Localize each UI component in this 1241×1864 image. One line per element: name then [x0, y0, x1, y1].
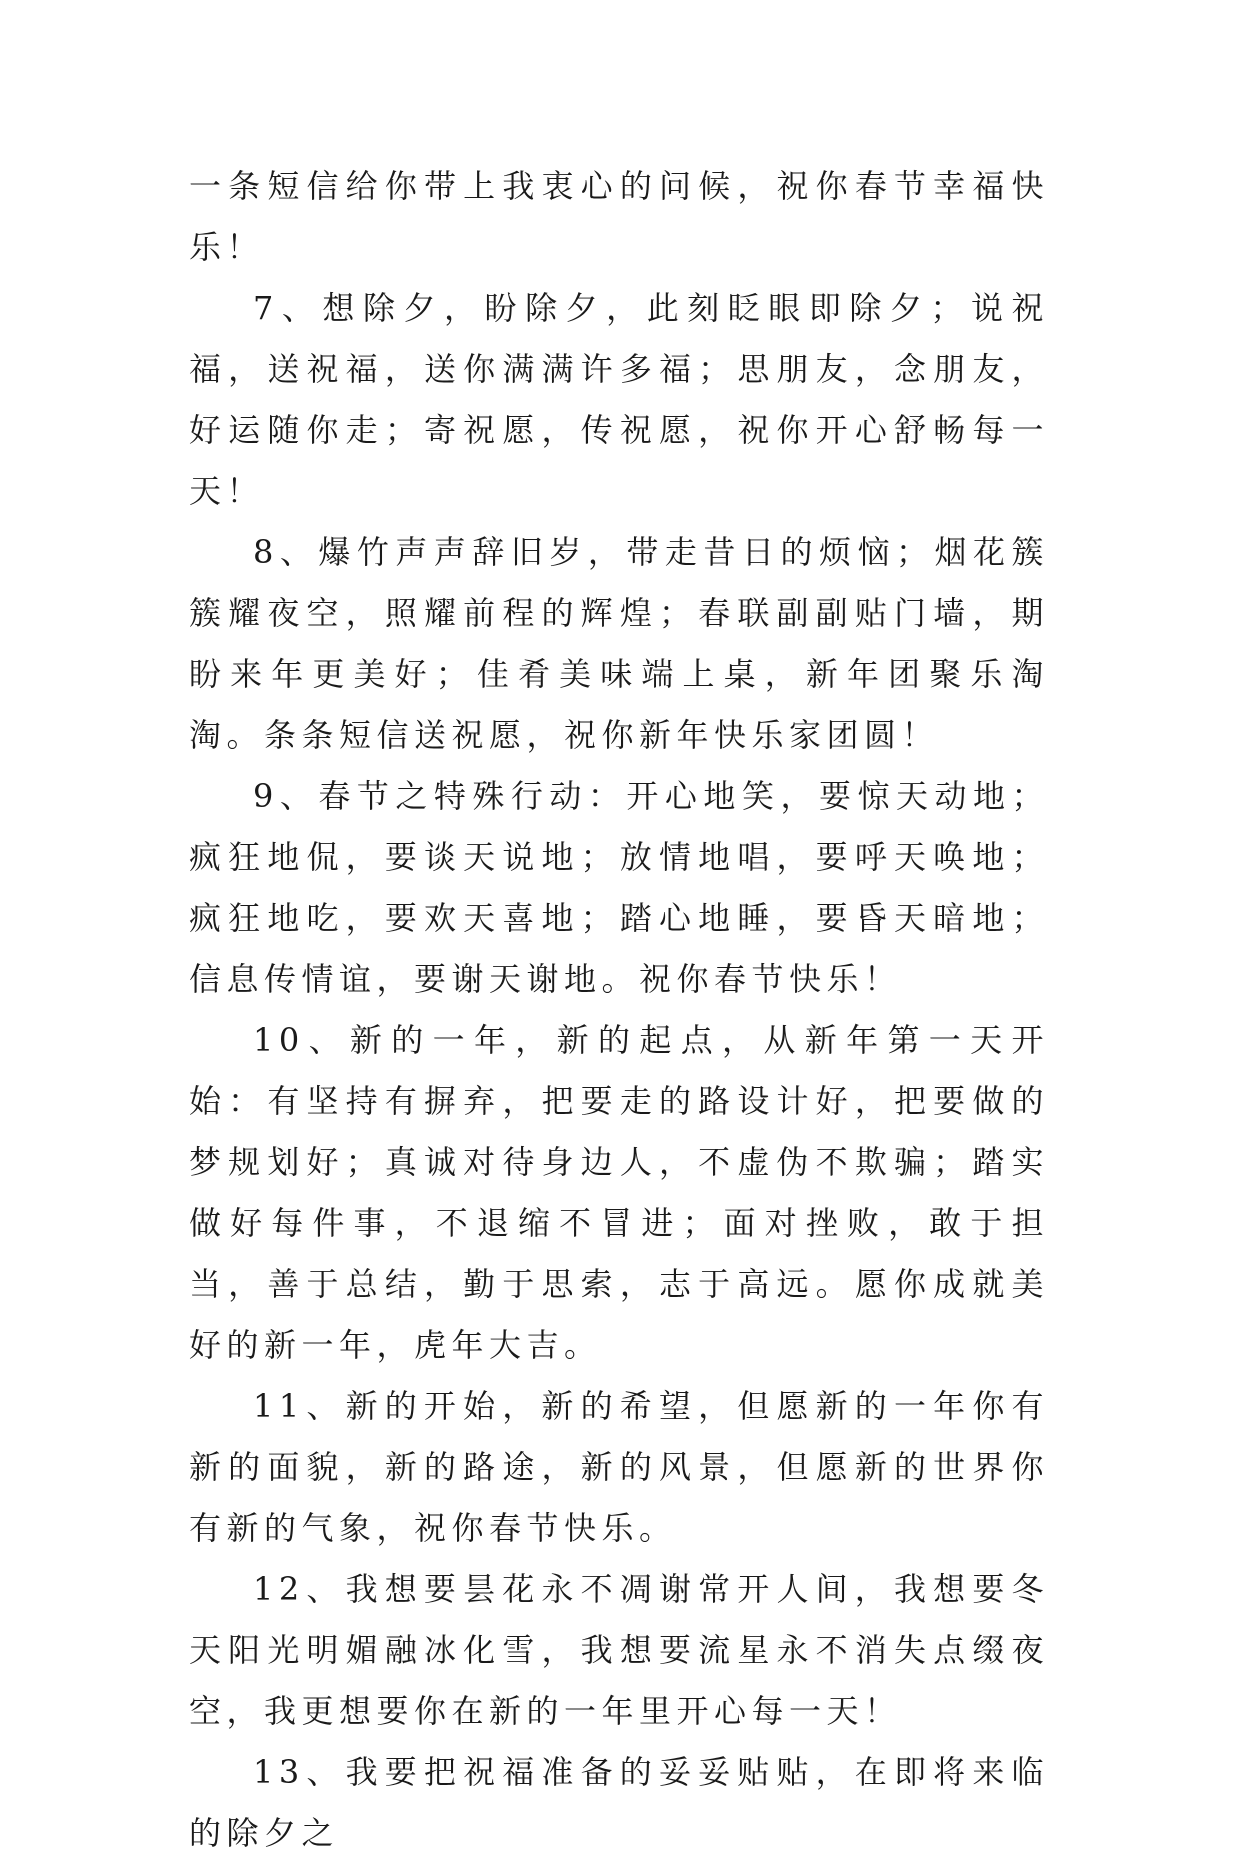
paragraph-7: 7、想除夕，盼除夕，此刻眨眼即除夕；说祝福，送祝福，送你满满许多福；思朋友，念朋友，好运随你走；寄祝愿，传祝愿，祝你开心舒畅每一天！	[189, 289, 1049, 510]
paragraph-12: 12、我想要昙花永不凋谢常开人间，我想要冬天阳光明媚融冰化雪，我想要流星永不消失点缀夜空，我更想要你在新的一年里开心每一天！	[189, 1570, 1049, 1730]
paragraph-11: 11、新的开始，新的希望，但愿新的一年你有新的面貌，新的路途，新的风景，但愿新的世界你有新的气象，祝你春节快乐。	[189, 1387, 1049, 1547]
paragraph-8: 8、爆竹声声辞旧岁，带走昔日的烦恼；烟花簇簇耀夜空，照耀前程的辉煌；春联副副贴门墙，期盼来年更美好；佳肴美味端上桌，新年团聚乐淘淘。条条短信送祝愿，祝你新年快乐家团圆！	[189, 533, 1049, 754]
document-body	[189, 156, 1049, 1864]
paragraph-9: 9、春节之特殊行动：开心地笑，要惊天动地；疯狂地侃，要谈天说地；放情地唱，要呼天唤地；疯狂地吃，要欢天喜地；踏心地睡，要昏天暗地；信息传情谊，要谢天谢地。祝你春节快乐！	[189, 777, 1049, 998]
paragraph-10: 10、新的一年，新的起点，从新年第一天开始：有坚持有摒弃，把要走的路设计好，把要做的梦规划好；真诚对待身边人，不虚伪不欺骗；踏实做好每件事，不退缩不冒进；面对挫败，敢于担当，善于总结，勤于思索，志于高远。愿你成就美好的新一年，虎年大吉。	[189, 1021, 1049, 1364]
paragraph-13: 13、我要把祝福准备的妥妥贴贴，在即将来临的除夕之	[189, 1753, 1049, 1852]
paragraph-continuation: 一条短信给你带上我衷心的问候，祝你春节幸福快乐！	[189, 167, 1049, 266]
